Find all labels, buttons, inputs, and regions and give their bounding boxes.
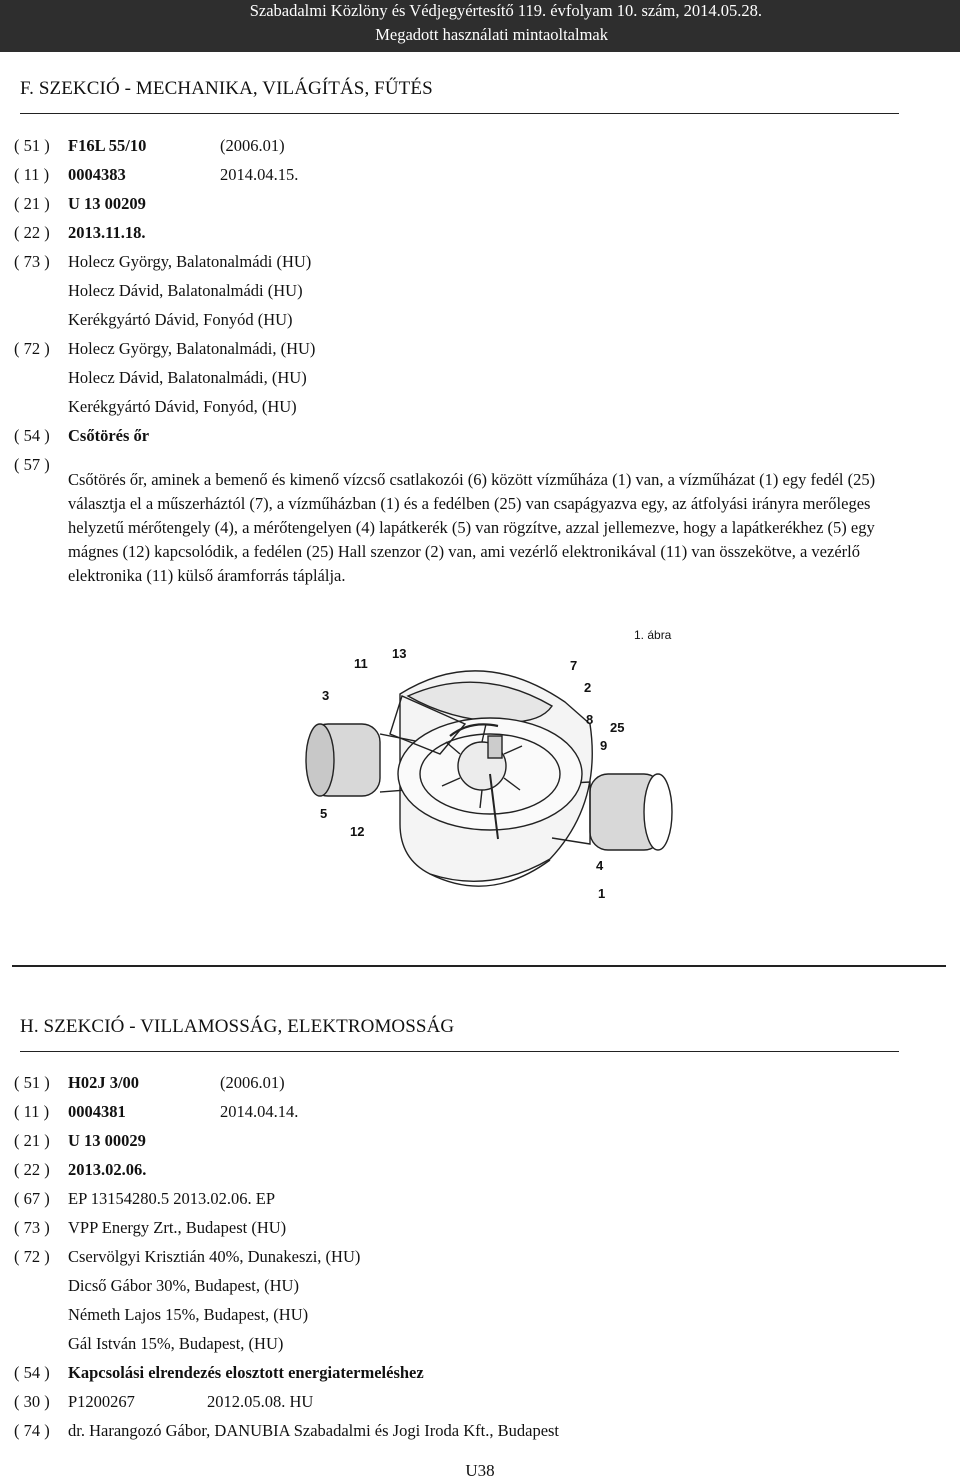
section-h-heading: H. SZEKCIÓ - VILLAMOSSÁG, ELEKTROMOSSÁG	[20, 1016, 455, 1037]
field-code: ( 22 )	[14, 1160, 50, 1179]
field-code: ( 54 )	[14, 426, 50, 445]
field-value: U 13 00029	[68, 1131, 146, 1150]
figure-label-4: 4	[596, 858, 604, 873]
figure-label-25: 25	[610, 720, 625, 735]
field-value: Dicső Gábor 30%, Budapest, (HU)	[68, 1276, 299, 1295]
field-value: F16L 55/10	[68, 136, 147, 155]
field-code: ( 51 )	[14, 136, 50, 155]
figure-label-11: 11	[354, 656, 368, 671]
field-extra: (2006.01)	[220, 1073, 285, 1092]
field-value: 2013.02.06.	[68, 1160, 147, 1179]
figure-label-7: 7	[570, 658, 578, 673]
field-extra: 2014.04.15.	[220, 165, 299, 184]
field-value: U 13 00209	[68, 194, 146, 213]
field-code: ( 11 )	[14, 1102, 50, 1121]
page-number: U38	[465, 1461, 495, 1480]
section-h-rule	[20, 1051, 899, 1052]
figure-label-2: 2	[584, 680, 592, 695]
field-code: ( 57 )	[14, 455, 50, 474]
field-code: ( 72 )	[14, 339, 50, 358]
field-code: ( 22 )	[14, 223, 50, 242]
field-code: ( 74 )	[14, 1421, 50, 1440]
section-label: Megadott használati mintaoltalmak	[375, 25, 608, 44]
field-value: H02J 3/00	[68, 1073, 140, 1092]
flow-meter-drawing	[290, 624, 680, 908]
field-value: Holecz Dávid, Balatonalmádi (HU)	[68, 281, 303, 300]
field-extra: 2012.05.08. HU	[207, 1392, 314, 1411]
figure-label-12: 12	[350, 824, 365, 839]
figure-label-9: 9	[600, 738, 608, 753]
field-extra: (2006.01)	[220, 136, 285, 155]
field-value: Kapcsolási elrendezés elosztott energiatermeléshez	[68, 1363, 424, 1382]
field-value: VPP Energy Zrt., Budapest (HU)	[68, 1218, 287, 1237]
section-f-heading: F. SZEKCIÓ - MECHANIKA, VILÁGÍTÁS, FŰTÉS	[20, 78, 433, 99]
figure-label-3: 3	[322, 688, 330, 703]
page-header	[0, 0, 960, 52]
figure-label-1: 1	[598, 886, 606, 901]
figure-label-8: 8	[586, 712, 594, 727]
field-value: Csőtörés őr	[68, 426, 150, 445]
field-value: Gál István 15%, Budapest, (HU)	[68, 1334, 284, 1353]
field-value: EP 13154280.5 2013.02.06. EP	[68, 1189, 276, 1208]
journal-title: Szabadalmi Közlöny és Védjegyértesítő 119. évfolyam 10. szám, 2014.05.28.	[249, 1, 762, 20]
field-code: ( 73 )	[14, 252, 50, 271]
field-value: 0004381	[68, 1102, 126, 1121]
section-separator	[12, 965, 946, 967]
section-f-rule	[20, 113, 899, 114]
field-value: Németh Lajos 15%, Budapest, (HU)	[68, 1305, 309, 1324]
field-code: ( 72 )	[14, 1247, 50, 1266]
field-value: Kerékgyártó Dávid, Fonyód, (HU)	[68, 397, 297, 416]
field-code: ( 54 )	[14, 1363, 50, 1382]
field-value: Kerékgyártó Dávid, Fonyód (HU)	[68, 310, 293, 329]
figure-drawing	[290, 624, 680, 908]
field-code: ( 11 )	[14, 165, 50, 184]
field-value: P1200267	[68, 1392, 135, 1411]
field-code: ( 21 )	[14, 1131, 50, 1150]
abstract-text: Csőtörés őr, aminek a bemenő és kimenő vízcső csatlakozói (6) között vízműháza (1) van, a vízműházat (1) egy fedél (25) választja el a műszerháztól (7), a vízműházban (1) és a fedélben (25) van csapágyazva egy, az átfolyási irányra merőleges helyzetű mérőtengely (4), a mérőtengelyen (4) lapátkerék (5) van rögzítve, azzal jellemezve, hogy a lapátkerékhez (5) egy mágnes (12) kapcsolódik, a fedélen (25) Hall szenzor (2) van, ami vezérlő elektronikával (11) van összekötve, a vezérlő elektronika (11) külső áramforrás táplálja.	[68, 470, 876, 585]
figure-label-5: 5	[320, 806, 328, 821]
figure-caption: 1. ábra	[634, 628, 672, 642]
field-value: 0004383	[68, 165, 126, 184]
field-value: Holecz György, Balatonalmádi, (HU)	[68, 339, 316, 358]
field-value: Cservölgyi Krisztián 40%, Dunakeszi, (HU)	[68, 1247, 361, 1266]
figure-label-13: 13	[392, 646, 407, 661]
field-code: ( 30 )	[14, 1392, 50, 1411]
field-code: ( 21 )	[14, 194, 50, 213]
field-extra: 2014.04.14.	[220, 1102, 299, 1121]
field-code: ( 67 )	[14, 1189, 50, 1208]
field-value: Holecz György, Balatonalmádi (HU)	[68, 252, 312, 271]
field-value: dr. Harangozó Gábor, DANUBIA Szabadalmi és Jogi Iroda Kft., Budapest	[68, 1421, 560, 1440]
field-code: ( 73 )	[14, 1218, 50, 1237]
field-code: ( 51 )	[14, 1073, 50, 1092]
field-value: Holecz Dávid, Balatonalmádi, (HU)	[68, 368, 307, 387]
field-value: 2013.11.18.	[68, 223, 146, 242]
